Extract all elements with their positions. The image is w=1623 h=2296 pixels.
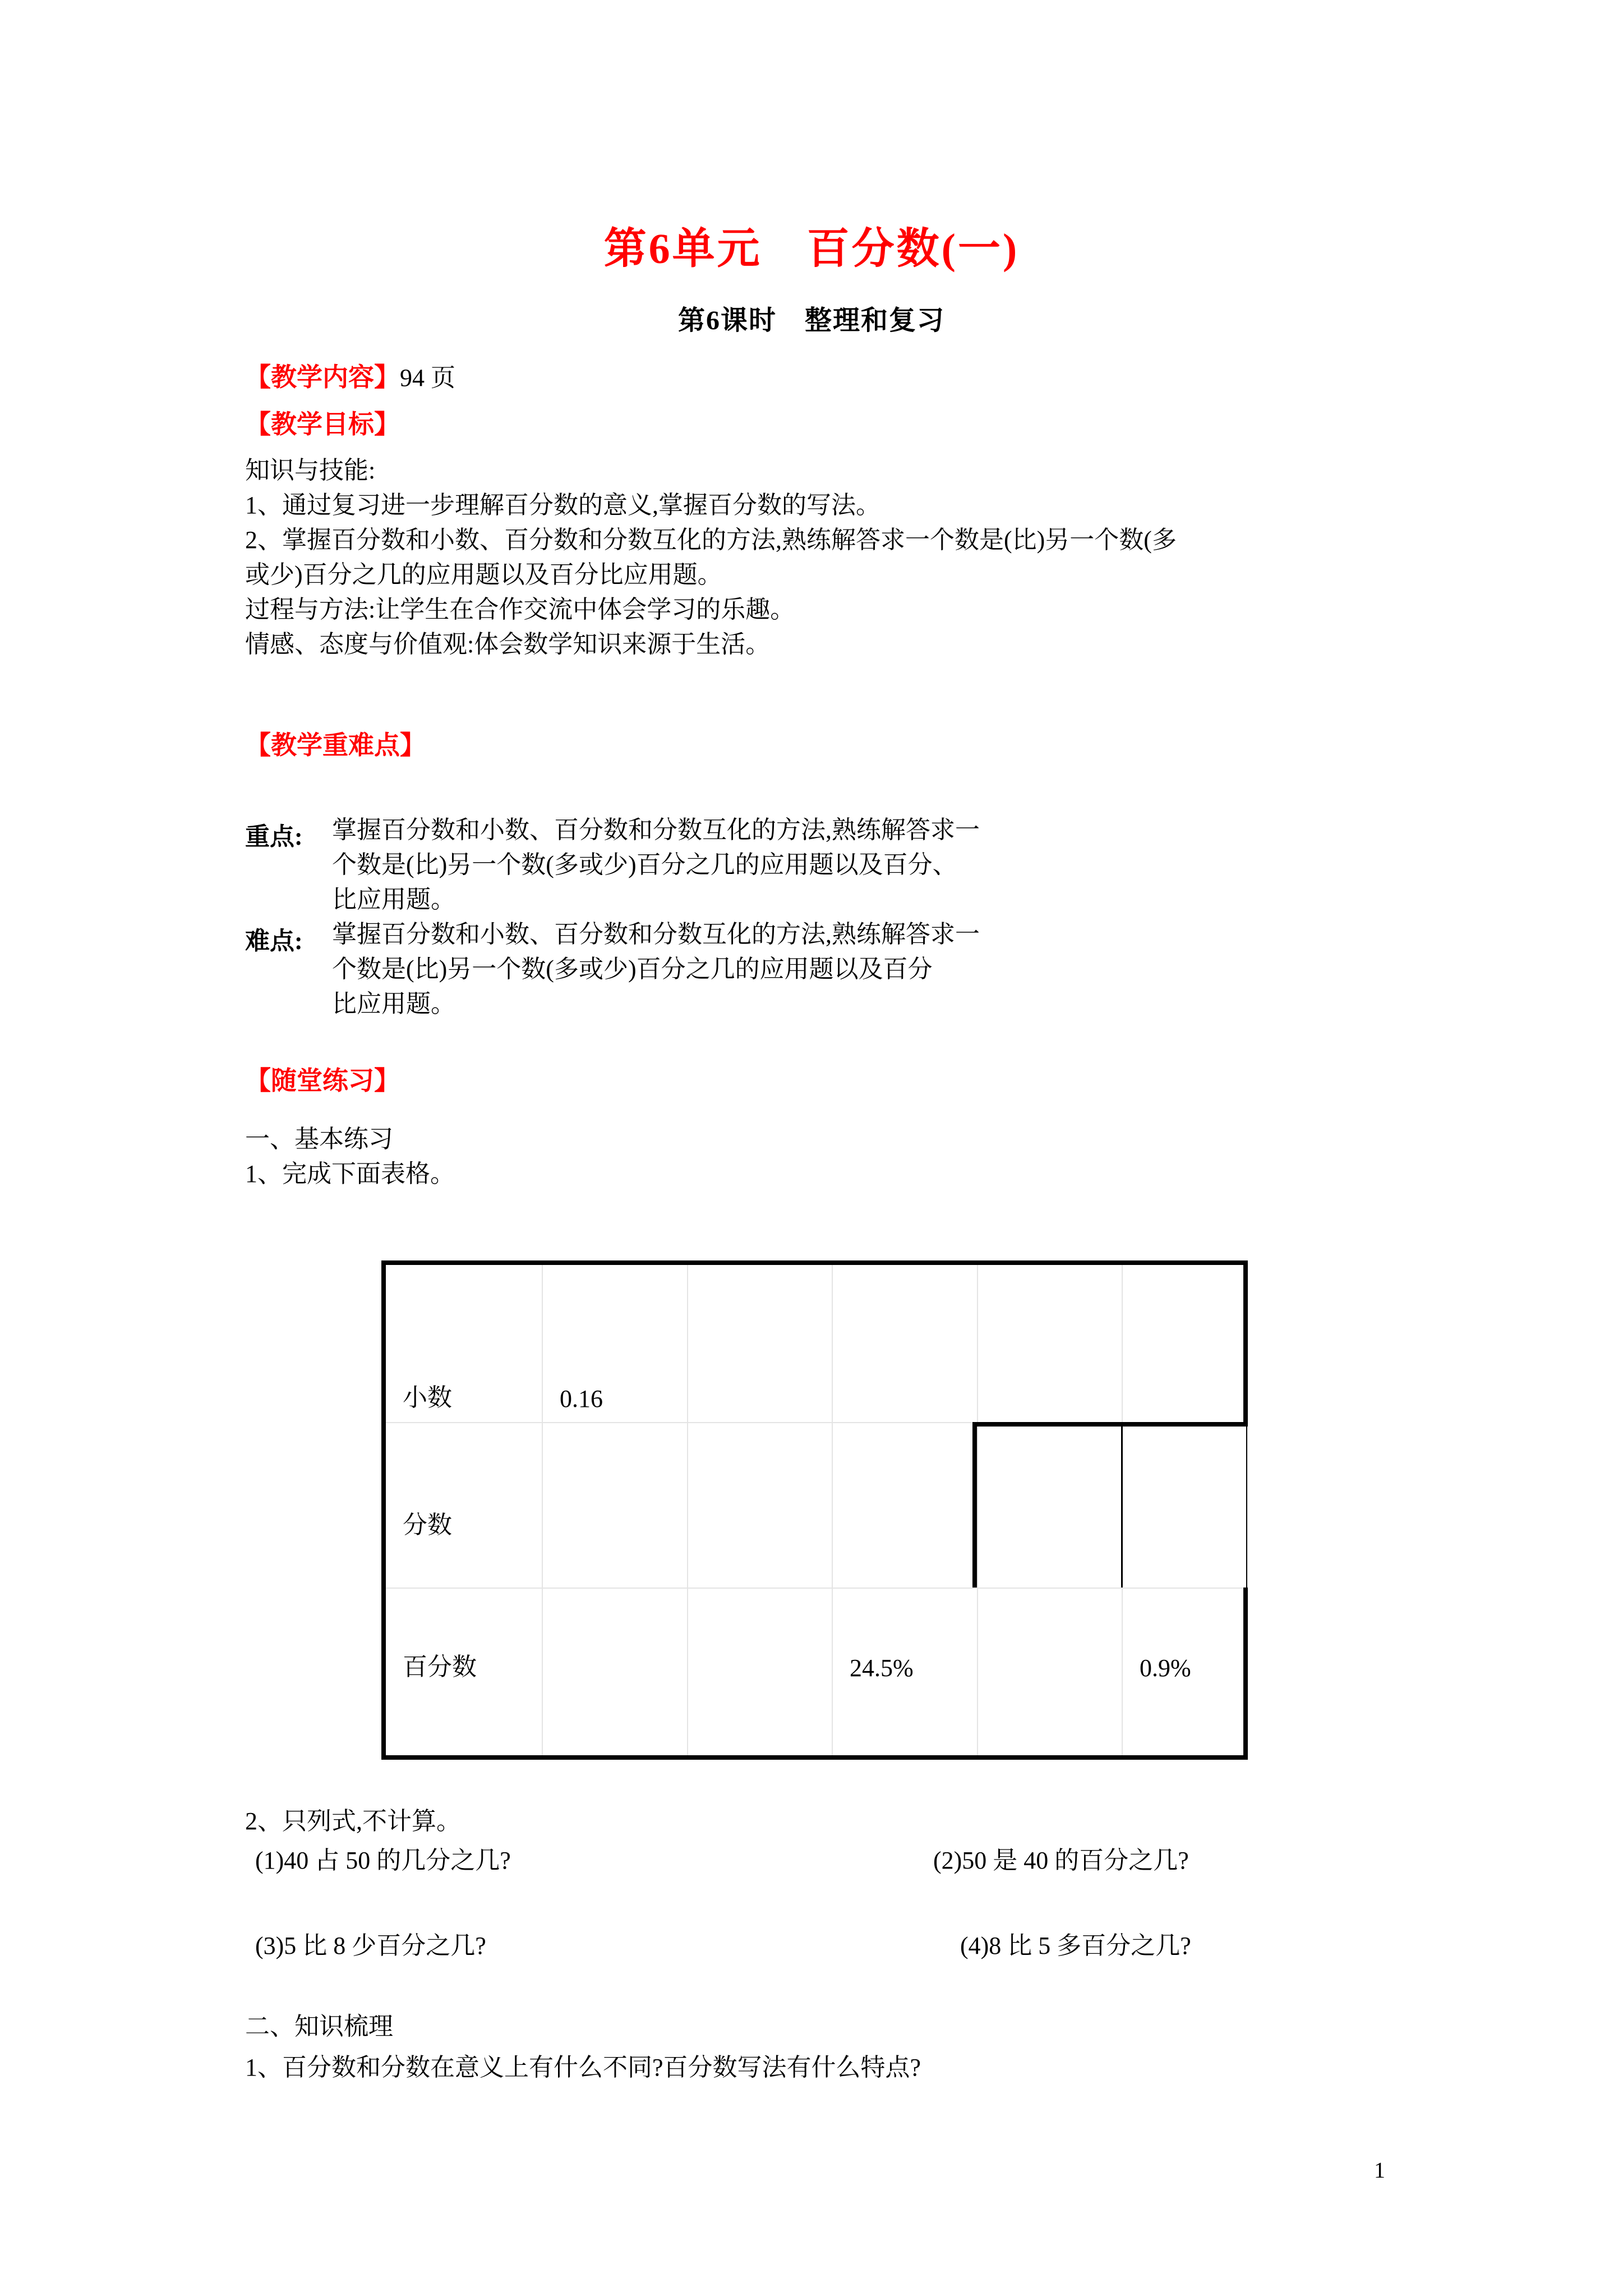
- page-number: 1: [1374, 2157, 1385, 2183]
- practice-part1-title: 一、基本练习: [245, 1125, 393, 1153]
- table-row-label: 百分数: [403, 1653, 477, 1681]
- goal-line: 2、掌握百分数和小数、百分数和分数互化的方法,熟练解答求一个数是(比)另一个数(多: [245, 526, 1177, 554]
- table-cell: [688, 1588, 832, 1755]
- key-point-line: 个数是(比)另一个数(多或少)百分之几的应用题以及百分、: [332, 851, 957, 878]
- teaching-content-value: 94 页: [400, 364, 455, 392]
- table-cell: [833, 1423, 977, 1586]
- table-cell: [688, 1423, 832, 1586]
- conversion-table: [381, 1260, 1248, 1760]
- classroom-practice-heading: 【随堂练习】: [245, 1066, 400, 1095]
- teaching-content-heading: 【教学内容】: [245, 363, 400, 392]
- question-4: (4)8 比 5 多百分之几?: [960, 1932, 1191, 1959]
- table-cell: [543, 1423, 687, 1586]
- teaching-goals-heading: 【教学目标】: [245, 410, 400, 439]
- difficult-point-line: 掌握百分数和小数、百分数和分数互化的方法,熟练解答求一: [332, 921, 980, 948]
- difficult-point-line: 个数是(比)另一个数(多或少)百分之几的应用题以及百分: [332, 955, 933, 983]
- table-cell: 24.5%: [850, 1654, 914, 1682]
- key-point-label: 重点:: [245, 823, 303, 850]
- practice-task2: 2、只列式,不计算。: [245, 1807, 461, 1835]
- table-cell: 0.9%: [1140, 1654, 1191, 1682]
- goal-line: 过程与方法:让学生在合作交流中体会学习的乐趣。: [245, 596, 795, 623]
- table-cell: [833, 1265, 977, 1418]
- key-point-line: 比应用题。: [332, 886, 455, 913]
- key-point-line: 掌握百分数和小数、百分数和分数互化的方法,熟练解答求一: [332, 816, 980, 844]
- table-row-label: 小数: [403, 1384, 452, 1411]
- lesson-subtitle: 第6课时 整理和复习: [677, 306, 945, 335]
- table-cell: [1123, 1265, 1243, 1418]
- goal-line: 或少)百分之几的应用题以及百分比应用题。: [245, 561, 722, 588]
- difficult-point-label: 难点:: [245, 927, 303, 955]
- goal-line: 知识与技能:: [245, 457, 376, 484]
- table-row-label: 分数: [403, 1511, 452, 1539]
- key-difficulties-heading: 【教学重难点】: [245, 731, 426, 760]
- table-cell: [1123, 1423, 1243, 1586]
- practice-task1: 1、完成下面表格。: [245, 1160, 455, 1188]
- table-cell: [978, 1588, 1122, 1755]
- question-2: (2)50 是 40 的百分之几?: [933, 1847, 1189, 1874]
- difficult-point-line: 比应用题。: [332, 990, 455, 1018]
- teaching-content-line: [245, 357, 455, 394]
- table-border: [1246, 1427, 1247, 1588]
- question-1: (1)40 占 50 的几分之几?: [255, 1847, 511, 1874]
- key-point-block: [332, 813, 980, 917]
- table-border: [1243, 1260, 1248, 1427]
- practice-part2-title: 二、知识梳理: [245, 2013, 393, 2040]
- question-3: (3)5 比 8 少百分之几?: [255, 1932, 486, 1959]
- teaching-goals-block: [245, 453, 1177, 662]
- review-question: 1、百分数和分数在意义上有什么不同?百分数写法有什么特点?: [245, 2054, 921, 2081]
- table-cell: [978, 1265, 1122, 1418]
- table-border: [1243, 1588, 1248, 1760]
- table-cell: 0.16: [560, 1385, 603, 1412]
- unit-title: 第6单元 百分数(一): [603, 226, 1020, 273]
- difficult-point-block: [332, 917, 980, 1022]
- table-border: [381, 1260, 386, 1760]
- table-border: [381, 1260, 1248, 1265]
- table-border: [381, 1755, 1248, 1760]
- table-cell: [688, 1265, 832, 1418]
- goal-line: 1、通过复习进一步理解百分数的意义,掌握百分数的写法。: [245, 491, 880, 519]
- goal-line: 情感、态度与价值观:体会数学知识来源于生活。: [245, 631, 771, 658]
- table-cell: [543, 1588, 687, 1755]
- table-cell: [978, 1423, 1122, 1586]
